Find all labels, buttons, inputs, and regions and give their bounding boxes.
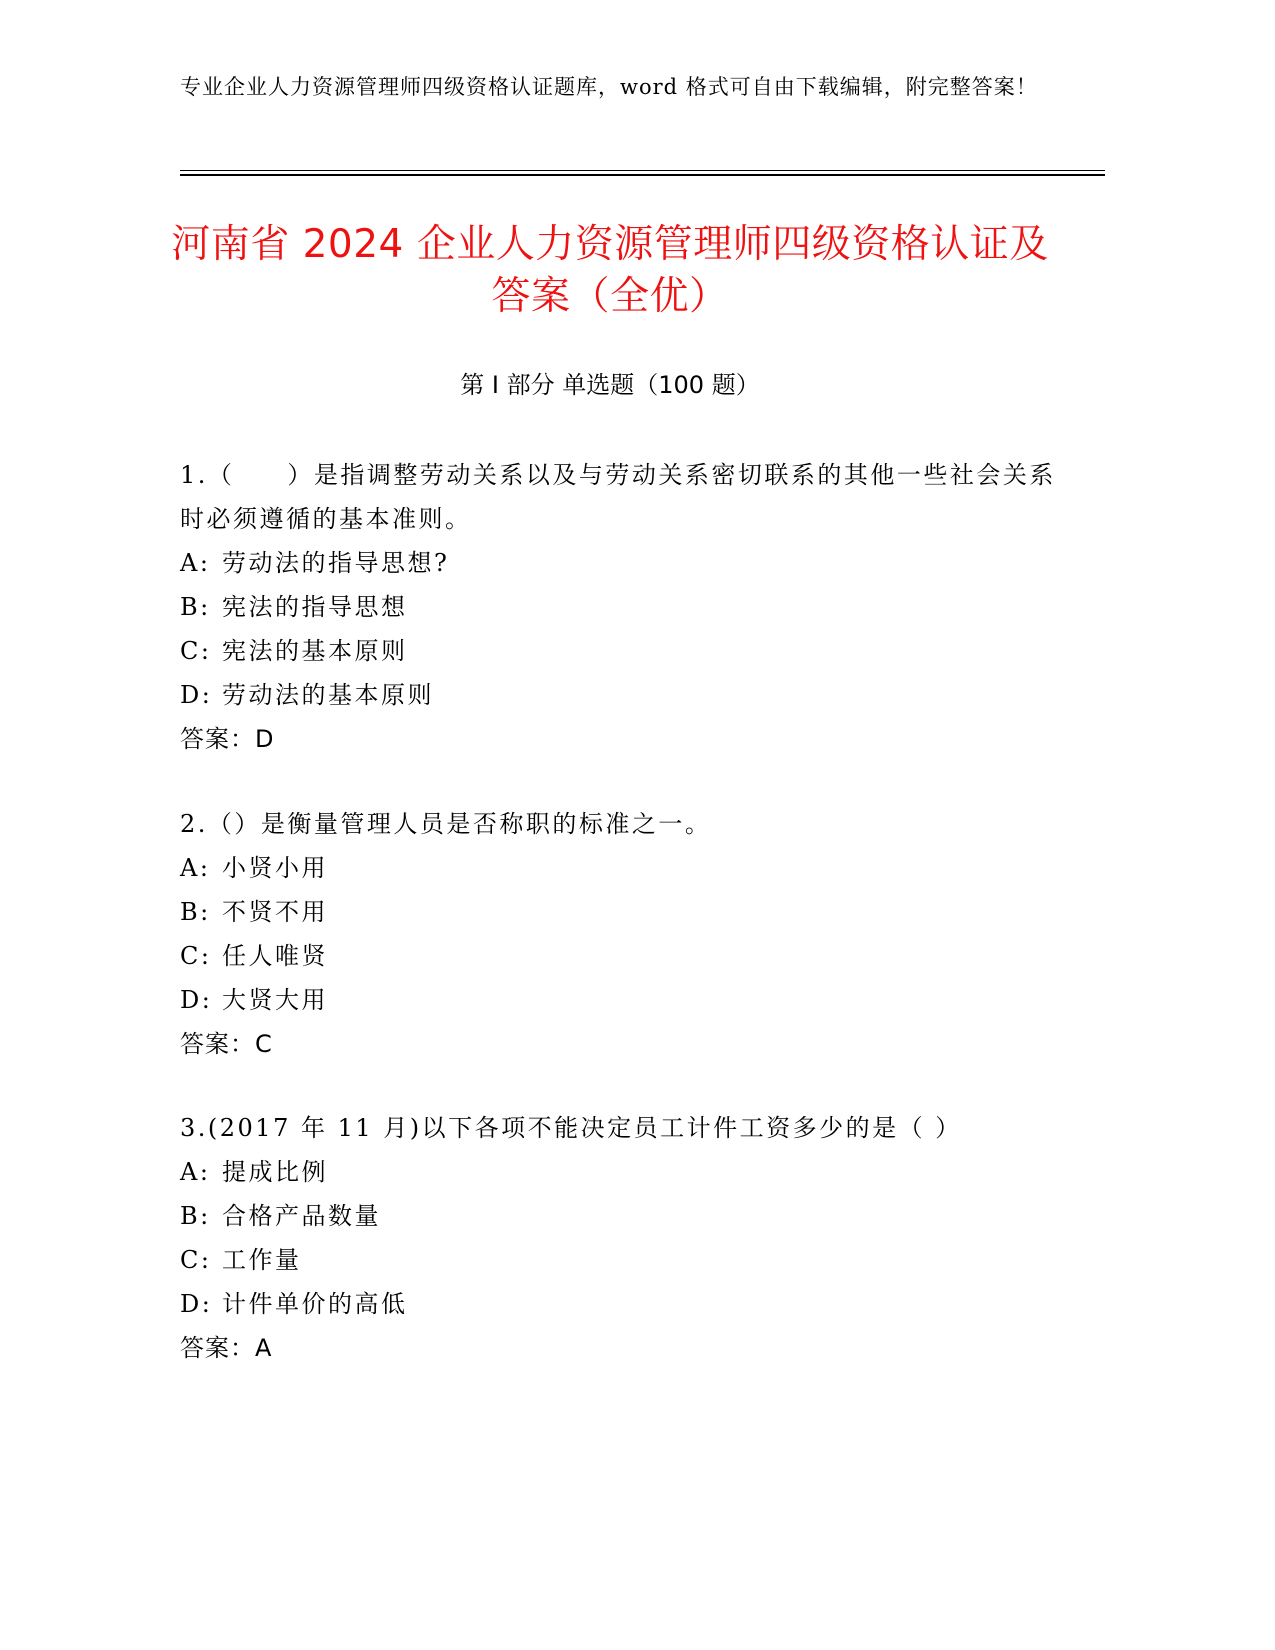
option-text: 劳动法的指导思想? [222,549,450,577]
option-text: 工作量 [222,1246,302,1274]
option-a [180,846,1060,890]
option-letter: B: [180,898,211,926]
header-rule-top [180,170,1105,171]
option-c [180,629,1060,673]
question-2 [180,802,1060,1066]
question-stem: 2.（）是衡量管理人员是否称职的标准之一。 [180,810,712,838]
option-c [180,1238,1060,1282]
option-text: 宪法的基本原则 [222,637,408,665]
option-text: 合格产品数量 [222,1202,381,1230]
option-letter: C: [180,1246,212,1274]
option-b [180,1194,1060,1238]
option-text: 大贤大用 [222,986,328,1014]
option-letter: A: [180,1158,211,1186]
option-c [180,934,1060,978]
option-text: 提成比例 [222,1158,328,1186]
option-text: 任人唯贤 [222,942,328,970]
option-text: 小贤小用 [222,854,328,882]
answer: 答案：D [180,725,275,753]
option-letter: C: [180,942,212,970]
option-text: 计件单价的高低 [222,1290,408,1318]
option-a [180,541,1060,585]
section-heading: 第 I 部分 单选题（100 题） [460,371,760,399]
question-3 [180,1106,1060,1370]
option-text: 劳动法的基本原则 [222,681,434,709]
header-note: 专业企业人力资源管理师四级资格认证题库，word 格式可自由下载编辑，附完整答案！ [180,75,1038,99]
option-letter: B: [180,1202,211,1230]
answer: 答案：A [180,1334,273,1362]
option-text: 宪法的指导思想 [222,593,408,621]
question-stem: 3.(2017 年 11 月)以下各项不能决定员工计件工资多少的是（ ） [180,1114,962,1142]
document-title: 河南省 2024 企业人力资源管理师四级资格认证及答案（全优） [171,222,1049,319]
question-stem: 1.（ ）是指调整劳动关系以及与劳动关系密切联系的其他一些社会关系时必须遵循的基本准则。 [180,461,1056,533]
header-rule-bottom [180,174,1105,176]
option-b [180,585,1060,629]
question-1 [180,453,1060,761]
option-d [180,978,1060,1022]
option-letter: A: [180,549,211,577]
option-letter: D: [180,1290,213,1318]
option-d [180,1282,1060,1326]
option-d [180,673,1060,717]
option-letter: A: [180,854,211,882]
option-b [180,890,1060,934]
answer: 答案：C [180,1030,273,1058]
option-letter: B: [180,593,211,621]
option-text: 不贤不用 [222,898,328,926]
option-letter: D: [180,681,213,709]
option-letter: D: [180,986,213,1014]
option-a [180,1150,1060,1194]
option-letter: C: [180,637,212,665]
